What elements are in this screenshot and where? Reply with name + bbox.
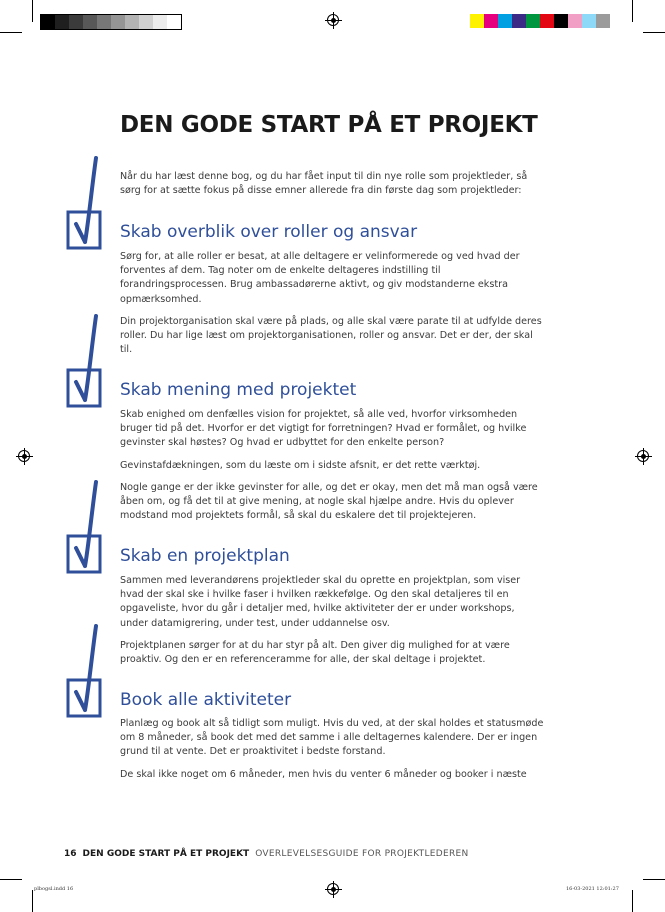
section-paragraph: Gevinstafdækningen, som du læste om i sidste afsnit, er det rette værktøj. (120, 460, 481, 471)
section-paragraph: Nogle gange er der ikke gevinster for alle, og det er okay, men det må man også være åben om, og få det til at give mening, at nogle skal hjælpe andre. Hvis du oplever modstand mod projektets formål, så skal du eskalere det til projektejeren. (120, 482, 538, 522)
process-color-bar (470, 14, 610, 28)
color-swatch (55, 15, 69, 29)
color-swatch (125, 15, 139, 29)
color-swatch (484, 14, 498, 28)
checkmark-checkbox-icon (66, 156, 108, 252)
color-swatch (470, 14, 484, 28)
registration-mark-icon (18, 450, 30, 462)
color-swatch (596, 14, 610, 28)
color-swatch (568, 14, 582, 28)
section-paragraph: Sørg for, at alle roller er besat, at alle deltagere er velinformerede og ved hvad der forventes af dem. Tag noter om de enkelte deltageres indstilling til forandringsprocessen. Brug ambassadørerne aktivt, og giv modstanderne ekstra opmærksomhed. (120, 251, 520, 305)
checkmark-checkbox-icon (66, 314, 108, 410)
section-heading: Book alle aktiviteter (120, 690, 292, 710)
section-paragraph: Sammen med leverandørens projektleder skal du oprette en projektplan, som viser hvad der skal ske i hvilke faser i hvilken rækkefølge. Og den skal detaljeres til en opgaveliste, hvor du går i detaljer med, hvilke aktiviteter der er under workshops, under datamigrering, under test, under uddannelse osv. (120, 575, 521, 629)
color-swatch (97, 15, 111, 29)
section-paragraph: Projektplanen sørger for at du har styr på alt. Den giver dig mulighed for at være proaktiv. Og den er en referenceramme for alle, der skal deltage i projektet. (120, 640, 510, 666)
crop-mark (643, 879, 665, 880)
footer-book-title: DEN GODE START PÅ ET PROJEKT (82, 849, 250, 859)
section-heading: Skab mening med projektet (120, 380, 357, 400)
registration-mark-icon (327, 883, 339, 895)
crop-mark (32, 0, 33, 22)
color-swatch (139, 15, 153, 29)
color-swatch (554, 14, 568, 28)
section-heading: Skab en projektplan (120, 546, 290, 566)
section-paragraph: De skal ikke noget om 6 måneder, men hvis du venter 6 måneder og booker i næste (120, 769, 527, 780)
slug-filename: plbogsl.indd 16 (34, 886, 74, 892)
color-swatch (512, 14, 526, 28)
color-swatch (498, 14, 512, 28)
crop-mark (0, 32, 22, 33)
footer-series-title: OVERLEVELSESGUIDE FOR PROJEKTLEDEREN (255, 849, 469, 859)
section-paragraph: Skab enighed om denfælles vision for projektet, så alle ved, hvorfor virksomheden bruger tid på det. Hvorfor er det vigtigt for forretningen? Hvad er formålet, og hvilke gevinster skal høstes? Og hvad er udbyttet for den enkelte person? (120, 409, 527, 449)
color-swatch (540, 14, 554, 28)
color-swatch (111, 15, 125, 29)
color-swatch (69, 15, 83, 29)
checkmark-checkbox-icon (66, 624, 108, 720)
page-footer (64, 849, 469, 859)
intro-paragraph: Når du har læst denne bog, og du har fået input til din nye rolle som projektleder, så sørg for at sætte fokus på disse emner allerede fra din første dag som projektleder: (120, 171, 528, 197)
registration-mark-icon (637, 450, 649, 462)
registration-mark-icon (327, 14, 339, 26)
color-swatch (526, 14, 540, 28)
crop-mark (632, 890, 633, 912)
color-swatch (83, 15, 97, 29)
color-swatch (41, 15, 55, 29)
section-paragraph: Din projektorganisation skal være på plads, og alle skal være parate til at udfylde deres roller. Du har lige læst om projektorganisationen, roller og ansvar. Det er der, der skal til. (120, 316, 542, 356)
slug-timestamp: 16-03-2021 12:01:27 (566, 886, 619, 892)
page-title: DEN GODE START PÅ ET PROJEKT (120, 112, 538, 138)
crop-mark (0, 879, 22, 880)
section-heading: Skab overblik over roller og ansvar (120, 222, 418, 242)
crop-mark (32, 890, 33, 912)
checkmark-checkbox-icon (66, 480, 108, 576)
gray-color-bar (40, 14, 182, 30)
color-swatch (582, 14, 596, 28)
page-number: 16 (64, 849, 77, 859)
section-paragraph: Planlæg og book alt så tidligt som muligt. Hvis du ved, at der skal holdes et statusmøde om 8 måneder, så book det med det samme i alle deltagernes kalendere. Der er ingen grund til at vente. Det er proaktivitet i bedste forstand. (120, 718, 544, 758)
color-swatch (167, 15, 181, 29)
color-swatch (153, 15, 167, 29)
crop-mark (632, 0, 633, 22)
crop-mark (643, 32, 665, 33)
